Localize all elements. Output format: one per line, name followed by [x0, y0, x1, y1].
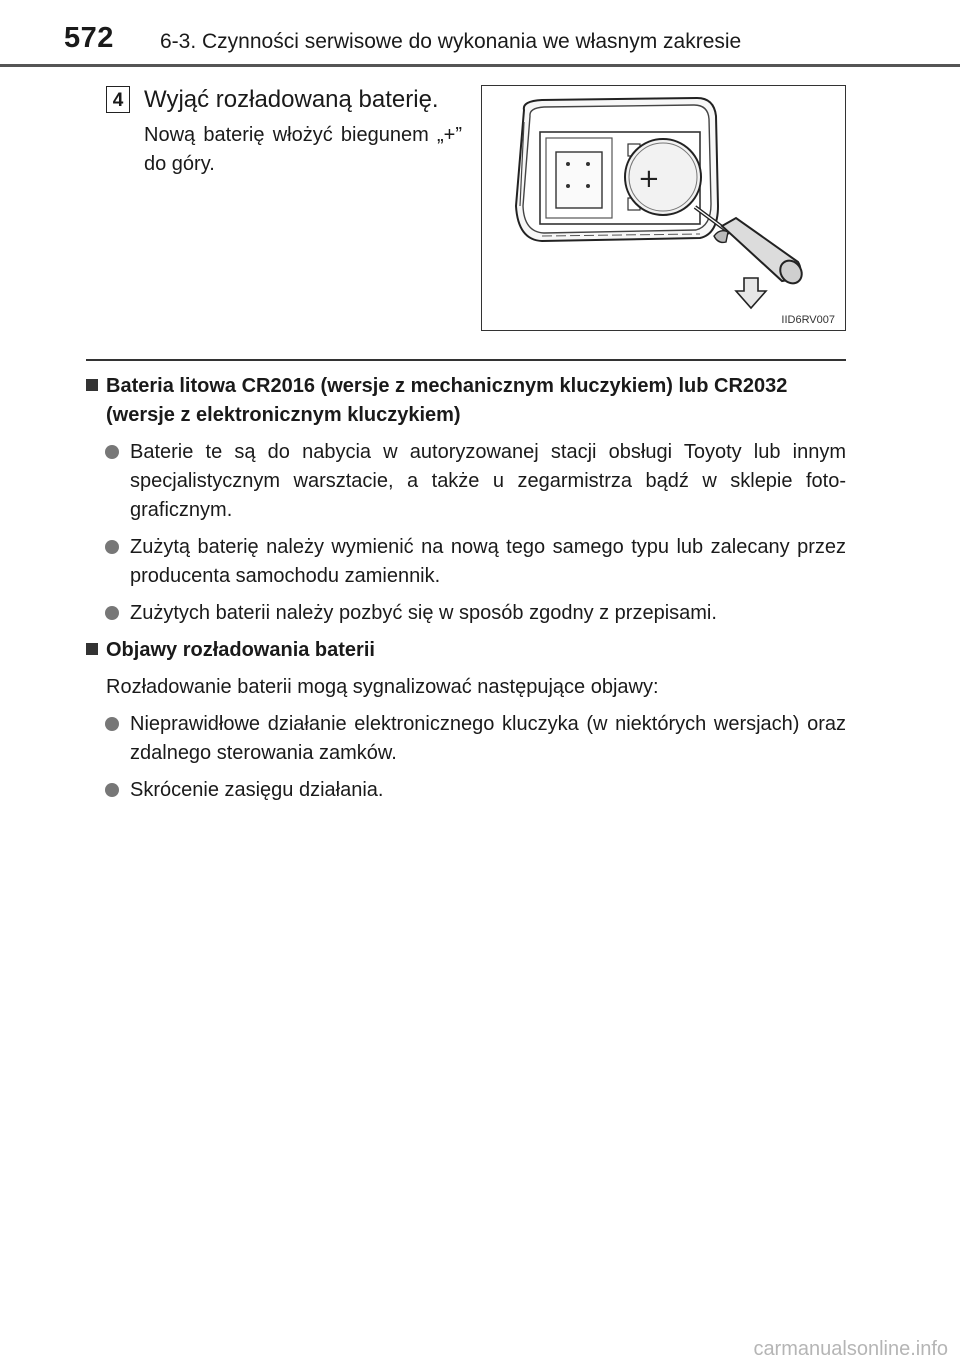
page-header	[0, 0, 960, 66]
step-note: Nową baterię włożyć biegunem „+” do góry.	[144, 124, 462, 175]
list-item: Baterie te są do nabycia w autoryzowanej stacji obsługi Toyoty lub innym specjalistycznym warsztacie, a także u zegarmistrza bądź w sklepie foto-graficznym.	[86, 438, 846, 525]
square-bullet-icon	[86, 643, 98, 655]
step-title: Wyjąć rozładowaną baterię.	[144, 86, 439, 113]
circle-bullet-icon	[105, 783, 119, 797]
list-item: Skrócenie zasięgu działania.	[86, 776, 846, 805]
circle-bullet-icon	[105, 445, 119, 459]
list-item: Zużytych baterii należy pozbyć się w sposób zgodny z przepisami.	[86, 599, 846, 628]
circle-bullet-icon	[105, 717, 119, 731]
section-divider	[86, 359, 846, 361]
key-fob-battery-drawing	[482, 86, 844, 329]
list-item: Nieprawidłowe działanie elektronicznego kluczyka (w niektórych wersjach) oraz zdalnego sterowania zamków.	[86, 710, 846, 768]
page-number: 572	[64, 22, 114, 54]
section-title: 6-3. Czynności serwisowe do wykonania we własnym zakresie	[160, 30, 742, 53]
circle-bullet-icon	[105, 540, 119, 554]
watermark-link[interactable]: carmanualsonline.info	[753, 1338, 948, 1360]
header-rule	[0, 64, 960, 67]
info-content	[86, 372, 846, 813]
section-heading-battery-type: Bateria litowa CR2016 (wersje z mechanicznym kluczykiem) lub CR2032 (wersje z elektronicznym kluczykiem)	[86, 372, 846, 430]
step-number-badge: 4	[106, 86, 130, 113]
square-bullet-icon	[86, 379, 98, 391]
section-intro: Rozładowanie baterii mogą sygnalizować następujące objawy:	[106, 676, 659, 698]
battery-plus-label: +	[638, 164, 660, 194]
section-heading-battery-symptoms: Objawy rozładowania baterii	[86, 636, 846, 665]
circle-bullet-icon	[105, 606, 119, 620]
list-item: Zużytą baterię należy wymienić na nową tego samego typu lub zalecany przez producenta samochodu zamiennik.	[86, 533, 846, 591]
battery-replacement-illustration	[481, 85, 846, 331]
figure-code: IID6RV007	[781, 314, 835, 326]
